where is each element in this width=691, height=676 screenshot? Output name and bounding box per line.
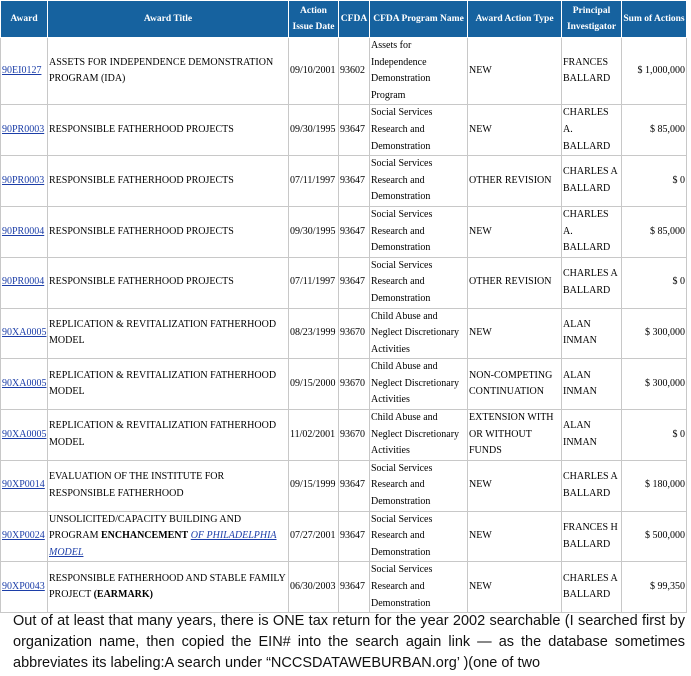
cfda-cell: 93602 — [339, 38, 370, 105]
header-award-action-type: Award Action Type — [468, 1, 562, 38]
header-sum-of-actions: Sum of Actions — [622, 1, 687, 38]
table-row — [1, 257, 687, 308]
action-type-cell: EXTENSION WITH OR WITHOUT FUNDS — [468, 410, 562, 461]
action-type-cell: NEW — [468, 308, 562, 359]
award-title-cell: RESPONSIBLE FATHERHOOD PROJECTS — [48, 156, 289, 207]
award-link[interactable]: 90PR0003 — [2, 174, 45, 186]
action-date-cell: 07/11/1997 — [289, 156, 339, 207]
program-name-cell: Social Services Research and Demonstration — [370, 511, 468, 562]
award-title-cell: REPLICATION & REVITALIZATION FATHERHOOD MODEL — [48, 359, 289, 410]
award-title-cell: RESPONSIBLE FATHERHOOD PROJECTS — [48, 105, 289, 156]
award-cell — [1, 38, 48, 105]
action-type-cell: NEW — [468, 511, 562, 562]
award-title-cell: RESPONSIBLE FATHERHOOD PROJECTS — [48, 257, 289, 308]
cfda-cell: 93647 — [339, 257, 370, 308]
cfda-cell: 93647 — [339, 460, 370, 511]
investigator-cell: CHARLES A BALLARD — [562, 460, 622, 511]
cfda-cell: 93670 — [339, 410, 370, 461]
cfda-cell: 93647 — [339, 206, 370, 257]
action-date-cell: 09/15/2000 — [289, 359, 339, 410]
program-name-cell: Social Services Research and Demonstration — [370, 562, 468, 613]
action-date-cell: 07/27/2001 — [289, 511, 339, 562]
sum-cell: $ 180,000 — [622, 460, 687, 511]
award-cell — [1, 460, 48, 511]
sum-cell: $ 0 — [622, 156, 687, 207]
award-link[interactable]: 90XP0043 — [2, 581, 45, 592]
action-date-cell: 08/23/1999 — [289, 308, 339, 359]
award-cell — [1, 206, 48, 257]
program-name-cell: Child Abuse and Neglect Discretionary Activities — [370, 410, 468, 461]
action-type-cell: OTHER REVISION — [468, 156, 562, 207]
table-row — [1, 511, 687, 562]
award-cell — [1, 410, 48, 461]
program-name-cell: Child Abuse and Neglect Discretionary Activities — [370, 359, 468, 410]
program-name-cell: Social Services Research and Demonstration — [370, 105, 468, 156]
action-date-cell: 09/10/2001 — [289, 38, 339, 105]
cfda-cell: 93647 — [339, 105, 370, 156]
action-type-cell: OTHER REVISION — [468, 257, 562, 308]
investigator-cell: CHARLES A. BALLARD — [562, 206, 622, 257]
action-type-cell: NEW — [468, 562, 562, 613]
award-cell — [1, 308, 48, 359]
table-row — [1, 308, 687, 359]
action-date-cell: 06/30/2003 — [289, 562, 339, 613]
table-row — [1, 105, 687, 156]
award-cell — [1, 359, 48, 410]
action-date-cell: 09/15/1999 — [289, 460, 339, 511]
action-type-cell: NEW — [468, 105, 562, 156]
award-link[interactable]: 90PR0004 — [2, 276, 45, 288]
body-paragraph: Out of at least that many years, there is ONE tax return for the year 2002 searchable (I searched first by organization name, then copied the EIN# into the search again link — as the database sometimes abbreviates its labeling:A search under “NCCSDATAWEBURBAN.org’ )(one of two — [13, 613, 685, 671]
cfda-cell: 93647 — [339, 562, 370, 613]
sum-cell: $ 0 — [622, 410, 687, 461]
award-cell — [1, 156, 48, 207]
award-title-cell: ASSETS FOR INDEPENDENCE DEMONSTRATION PROGRAM (IDA) — [48, 38, 289, 105]
sum-cell: $ 99,350 — [622, 562, 687, 613]
cfda-cell: 93647 — [339, 511, 370, 562]
action-date-cell: 11/02/2001 — [289, 410, 339, 461]
action-type-cell: NON-COMPETING CONTINUATION — [468, 359, 562, 410]
title-text: UNSOLICITED/CAPACITY BUILDING AND PROGRAM — [49, 513, 242, 542]
investigator-cell: CHARLES A BALLARD — [562, 156, 622, 207]
award-title-cell: RESPONSIBLE FATHERHOOD PROJECTS — [48, 206, 289, 257]
header-cfda-program-name: CFDA Program Name — [370, 1, 468, 38]
investigator-cell: CHARLES A BALLARD — [562, 257, 622, 308]
action-date-cell: 09/30/1995 — [289, 206, 339, 257]
investigator-cell: ALAN INMAN — [562, 308, 622, 359]
award-title-cell: REPLICATION & REVITALIZATION FATHERHOOD MODEL — [48, 410, 289, 461]
award-title-cell: EVALUATION OF THE INSTITUTE FOR RESPONSIBLE FATHERHOOD — [48, 460, 289, 511]
investigator-cell: ALAN INMAN — [562, 410, 622, 461]
sum-cell: $ 300,000 — [622, 308, 687, 359]
award-cell — [1, 105, 48, 156]
header-action-issue-date: Action Issue Date — [289, 1, 339, 38]
title-bold-text: (EARMARK) — [93, 589, 153, 601]
title-link[interactable]: OF PHILADELPHIA MODEL — [49, 530, 277, 558]
investigator-cell: FRANCES BALLARD — [562, 38, 622, 105]
sum-cell: $ 85,000 — [622, 105, 687, 156]
cfda-cell: 93647 — [339, 156, 370, 207]
table-row — [1, 38, 687, 105]
sum-cell: $ 85,000 — [622, 206, 687, 257]
header-award-title: Award Title — [48, 1, 289, 38]
award-link[interactable]: 90XA0005 — [2, 327, 47, 339]
program-name-cell: Social Services Research and Demonstration — [370, 156, 468, 207]
header-principal-investigator: Principal Investigator — [562, 1, 622, 38]
sum-cell: $ 0 — [622, 257, 687, 308]
program-name-cell: Assets for Independence Demonstration Program — [370, 38, 468, 105]
table-row — [1, 156, 687, 207]
table-row — [1, 460, 687, 511]
investigator-cell: FRANCES H BALLARD — [562, 511, 622, 562]
header-cfda: CFDA — [339, 1, 370, 38]
action-type-cell: NEW — [468, 460, 562, 511]
action-type-cell: NEW — [468, 206, 562, 257]
award-cell — [1, 257, 48, 308]
sum-cell: $ 500,000 — [622, 511, 687, 562]
table-row — [1, 562, 687, 613]
program-name-cell: Social Services Research and Demonstration — [370, 206, 468, 257]
cfda-cell: 93670 — [339, 359, 370, 410]
table-row — [1, 410, 687, 461]
header-award: Award — [1, 1, 48, 38]
award-link[interactable]: 90PR0004 — [2, 225, 45, 237]
award-link[interactable]: 90XP0024 — [2, 530, 45, 542]
award-link[interactable]: 90PR0003 — [2, 123, 45, 135]
table-header-row — [1, 1, 687, 38]
sum-cell: $ 1,000,000 — [622, 38, 687, 105]
title-bold-text: ENCHANCEMENT — [100, 530, 189, 542]
program-name-cell: Social Services Research and Demonstration — [370, 460, 468, 511]
program-name-cell: Social Services Research and Demonstration — [370, 257, 468, 308]
investigator-cell: CHARLES A BALLARD — [562, 562, 622, 613]
sum-cell: $ 300,000 — [622, 359, 687, 410]
investigator-cell: CHARLES A. BALLARD — [562, 105, 622, 156]
award-link[interactable]: 90XA0005 — [2, 377, 47, 389]
award-title-cell — [48, 562, 289, 613]
investigator-cell: ALAN INMAN — [562, 359, 622, 410]
award-cell — [1, 562, 48, 613]
table-row — [1, 206, 687, 257]
program-name-cell: Child Abuse and Neglect Discretionary Activities — [370, 308, 468, 359]
award-link[interactable]: 90XP0014 — [2, 479, 45, 491]
table-row — [1, 359, 687, 410]
title-text: RESPONSIBLE FATHERHOOD AND STABLE FAMILY PROJECT — [49, 572, 286, 601]
award-cell — [1, 511, 48, 562]
cfda-cell: 93670 — [339, 308, 370, 359]
award-link[interactable]: 90EI0127 — [2, 64, 42, 76]
award-title-cell — [48, 511, 289, 562]
action-type-cell: NEW — [468, 38, 562, 105]
award-title-cell: REPLICATION & REVITALIZATION FATHERHOOD MODEL — [48, 308, 289, 359]
action-date-cell: 09/30/1995 — [289, 105, 339, 156]
action-date-cell: 07/11/1997 — [289, 257, 339, 308]
award-link[interactable]: 90XA0005 — [2, 428, 47, 440]
